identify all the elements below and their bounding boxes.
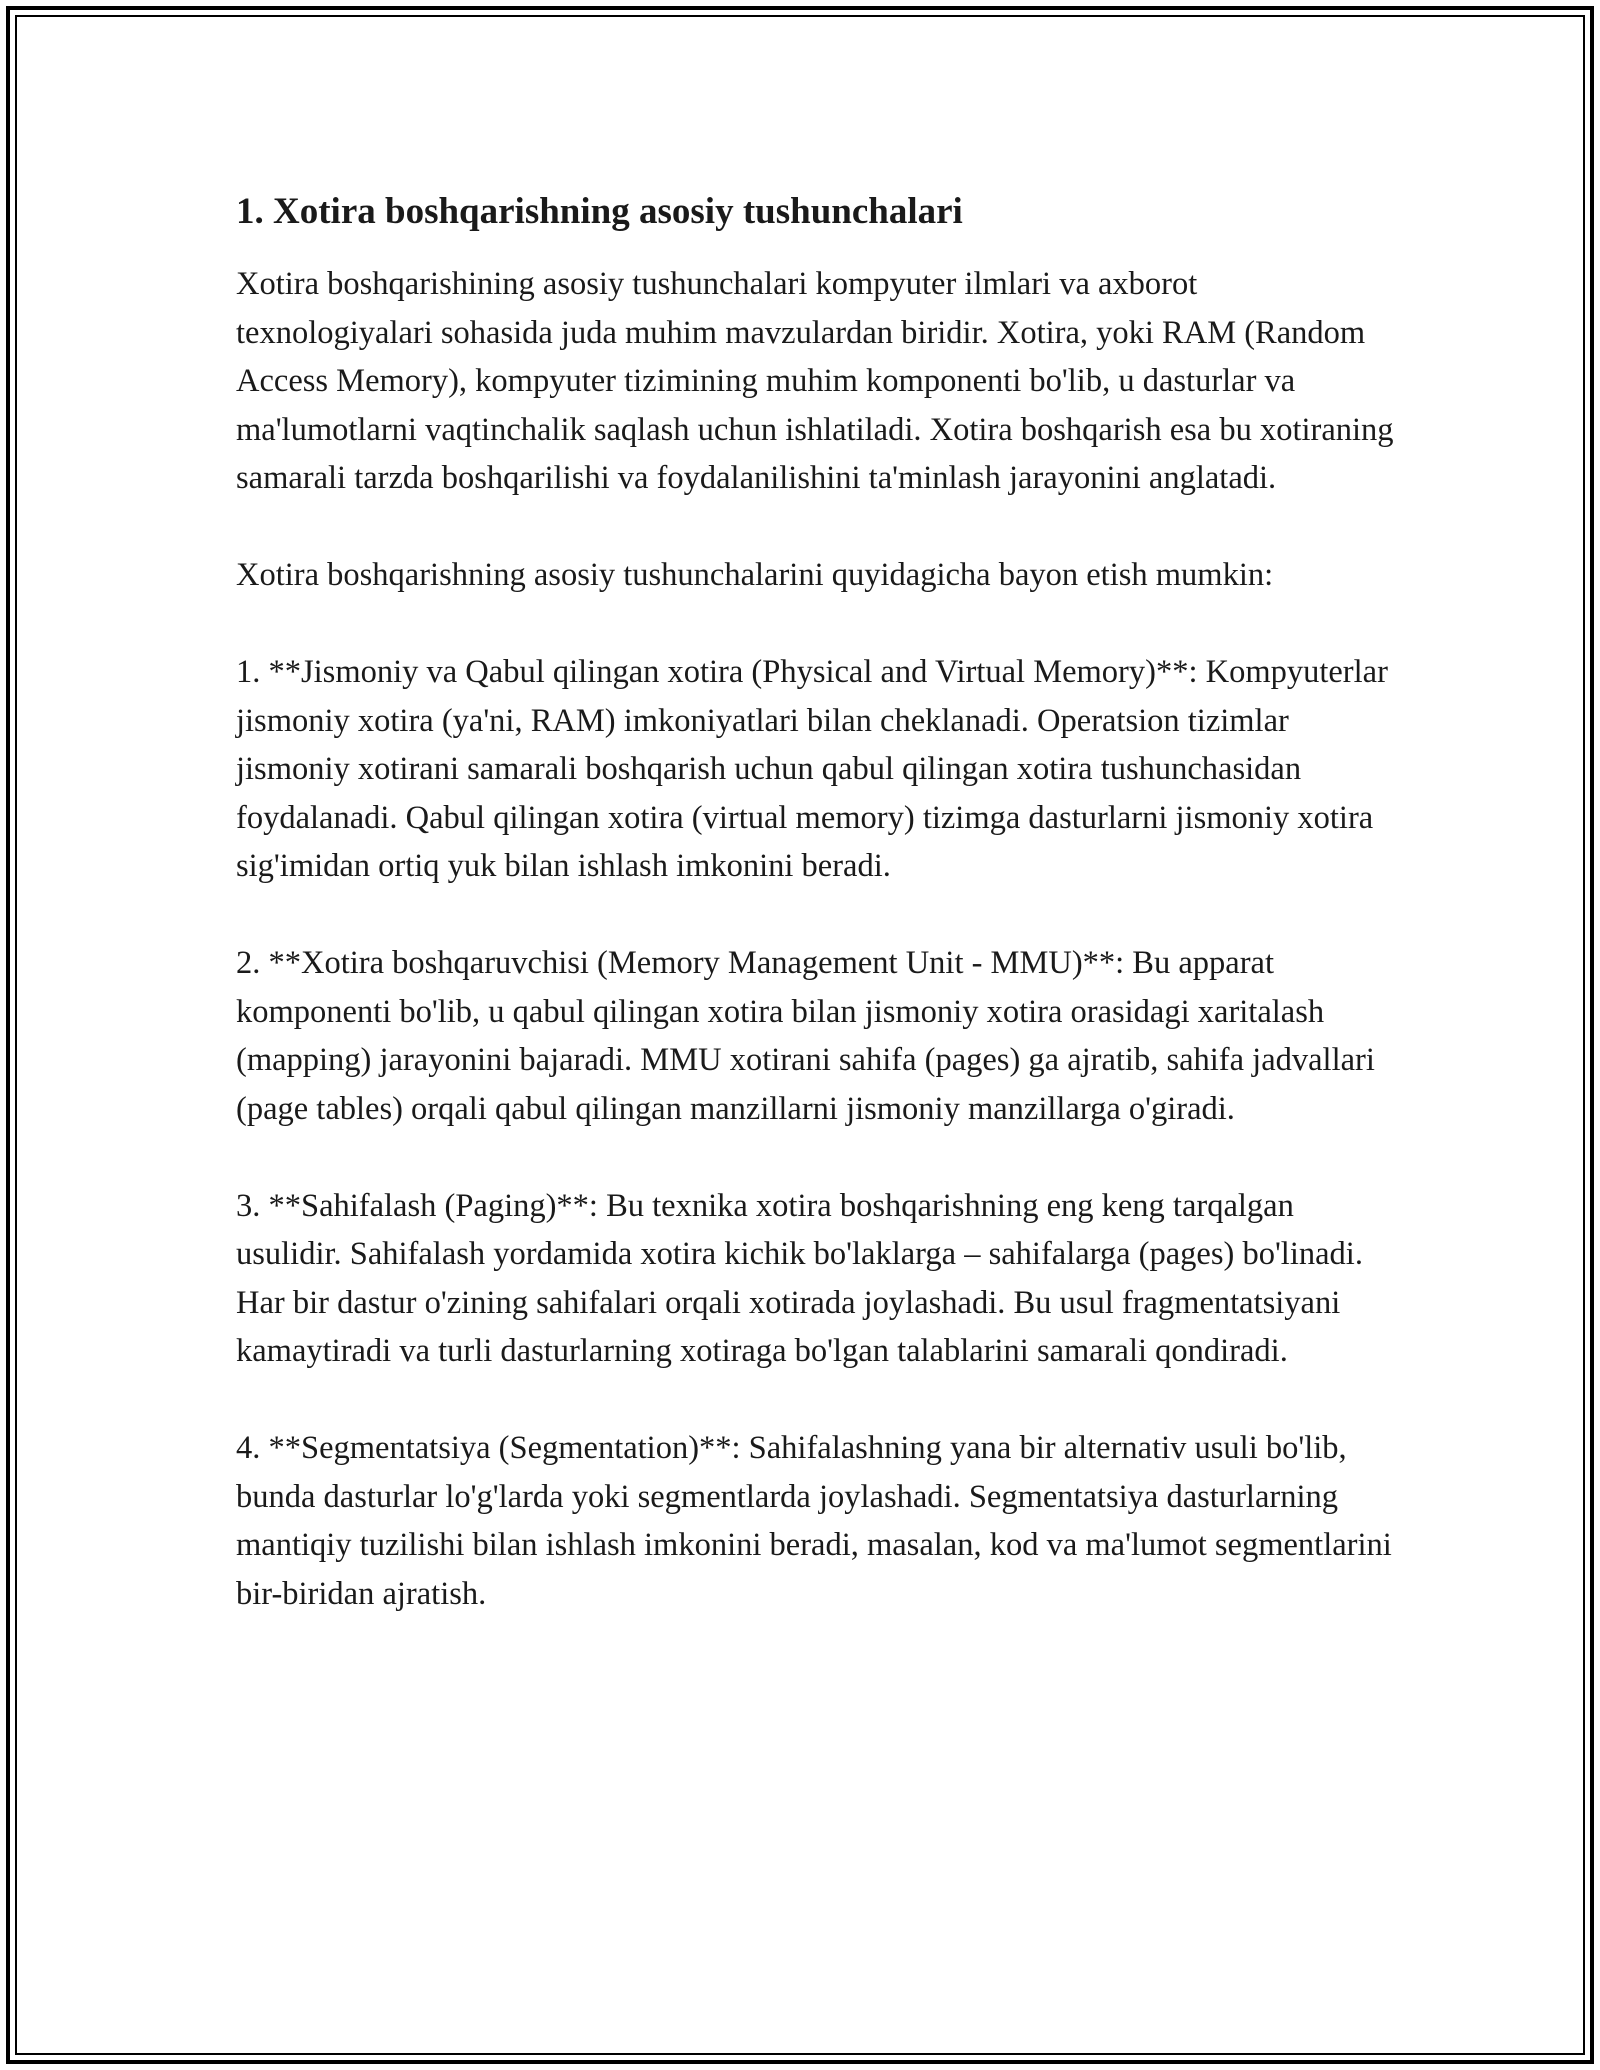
list-item-physical-virtual-memory: 1. **Jismoniy va Qabul qilingan xotira (Physical and Virtual Memory)**: Kompyuterlar jismoniy xotira (ya'ni, RAM) imkoniyatlari bilan cheklanadi. Operatsion tizimlar jismoniy xotirani samarali boshqarish uchun qabul qilingan xotira tushunchasidan foydalanadi. Qabul qilingan xotira (virtual memory) tizimga dasturlarni jismoniy xotira sig'imidan ortiq yuk bilan ishlash imkonini beradi.: [236, 654, 1388, 884]
list-item-paging: 3. **Sahifalash (Paging)**: Bu texnika xotira boshqarishning eng keng tarqalgan usulidir. Sahifalash yordamida xotira kichik bo'laklarga – sahifalarga (pages) bo'linadi. Har bir dastur o'zining sahifalari orqali xotirada joylashadi. Bu usul fragmentatsiyani kamaytiradi va turli dasturlarning xotiraga bo'lgan talablarini samarali qondiradi.: [236, 1187, 1363, 1369]
list-item-segmentation: 4. **Segmentatsiya (Segmentation)**: Sahifalashning yana bir alternativ usuli bo'lib, bunda dasturlar lo'g'larda yoki segmentlarda joylashadi. Segmentatsiya dasturlarning mantiqiy tuzilishi bilan ishlash imkonini beradi, masalan, kod va ma'lumot segmentlarini bir-biridan ajratish.: [236, 1430, 1392, 1612]
document-body: [236, 186, 1396, 1618]
lead-in-paragraph: Xotira boshqarishning asosiy tushunchalarini quyidagicha bayon etish mumkin:: [236, 557, 1274, 593]
list-item-mmu: 2. **Xotira boshqaruvchisi (Memory Management Unit - MMU)**: Bu apparat komponenti bo'lib, u qabul qilingan xotira bilan jismoniy xotira orasidagi xaritalash (mapping) jarayonini bajaradi. MMU xotirani sahifa (pages) ga ajratib, sahifa jadvallari (page tables) orqali qabul qilingan manzillarni jismoniy manzillarga o'giradi.: [236, 945, 1375, 1127]
section-heading: 1. Xotira boshqarishning asosiy tushunchalari: [236, 191, 963, 232]
intro-paragraph: Xotira boshqarishining asosiy tushunchalari kompyuter ilmlari va axborot texnologiyalari sohasida juda muhim mavzulardan biridir. Xotira, yoki RAM (Random Access Memory), kompyuter tizimining muhim komponenti bo'lib, u dasturlar va ma'lumotlarni vaqtinchalik saqlash uchun ishlatiladi. Xotira boshqarish esa bu xotiraning samarali tarzda boshqarilishi va foydalanilishini ta'minlash jarayonini anglatadi.: [236, 266, 1394, 496]
